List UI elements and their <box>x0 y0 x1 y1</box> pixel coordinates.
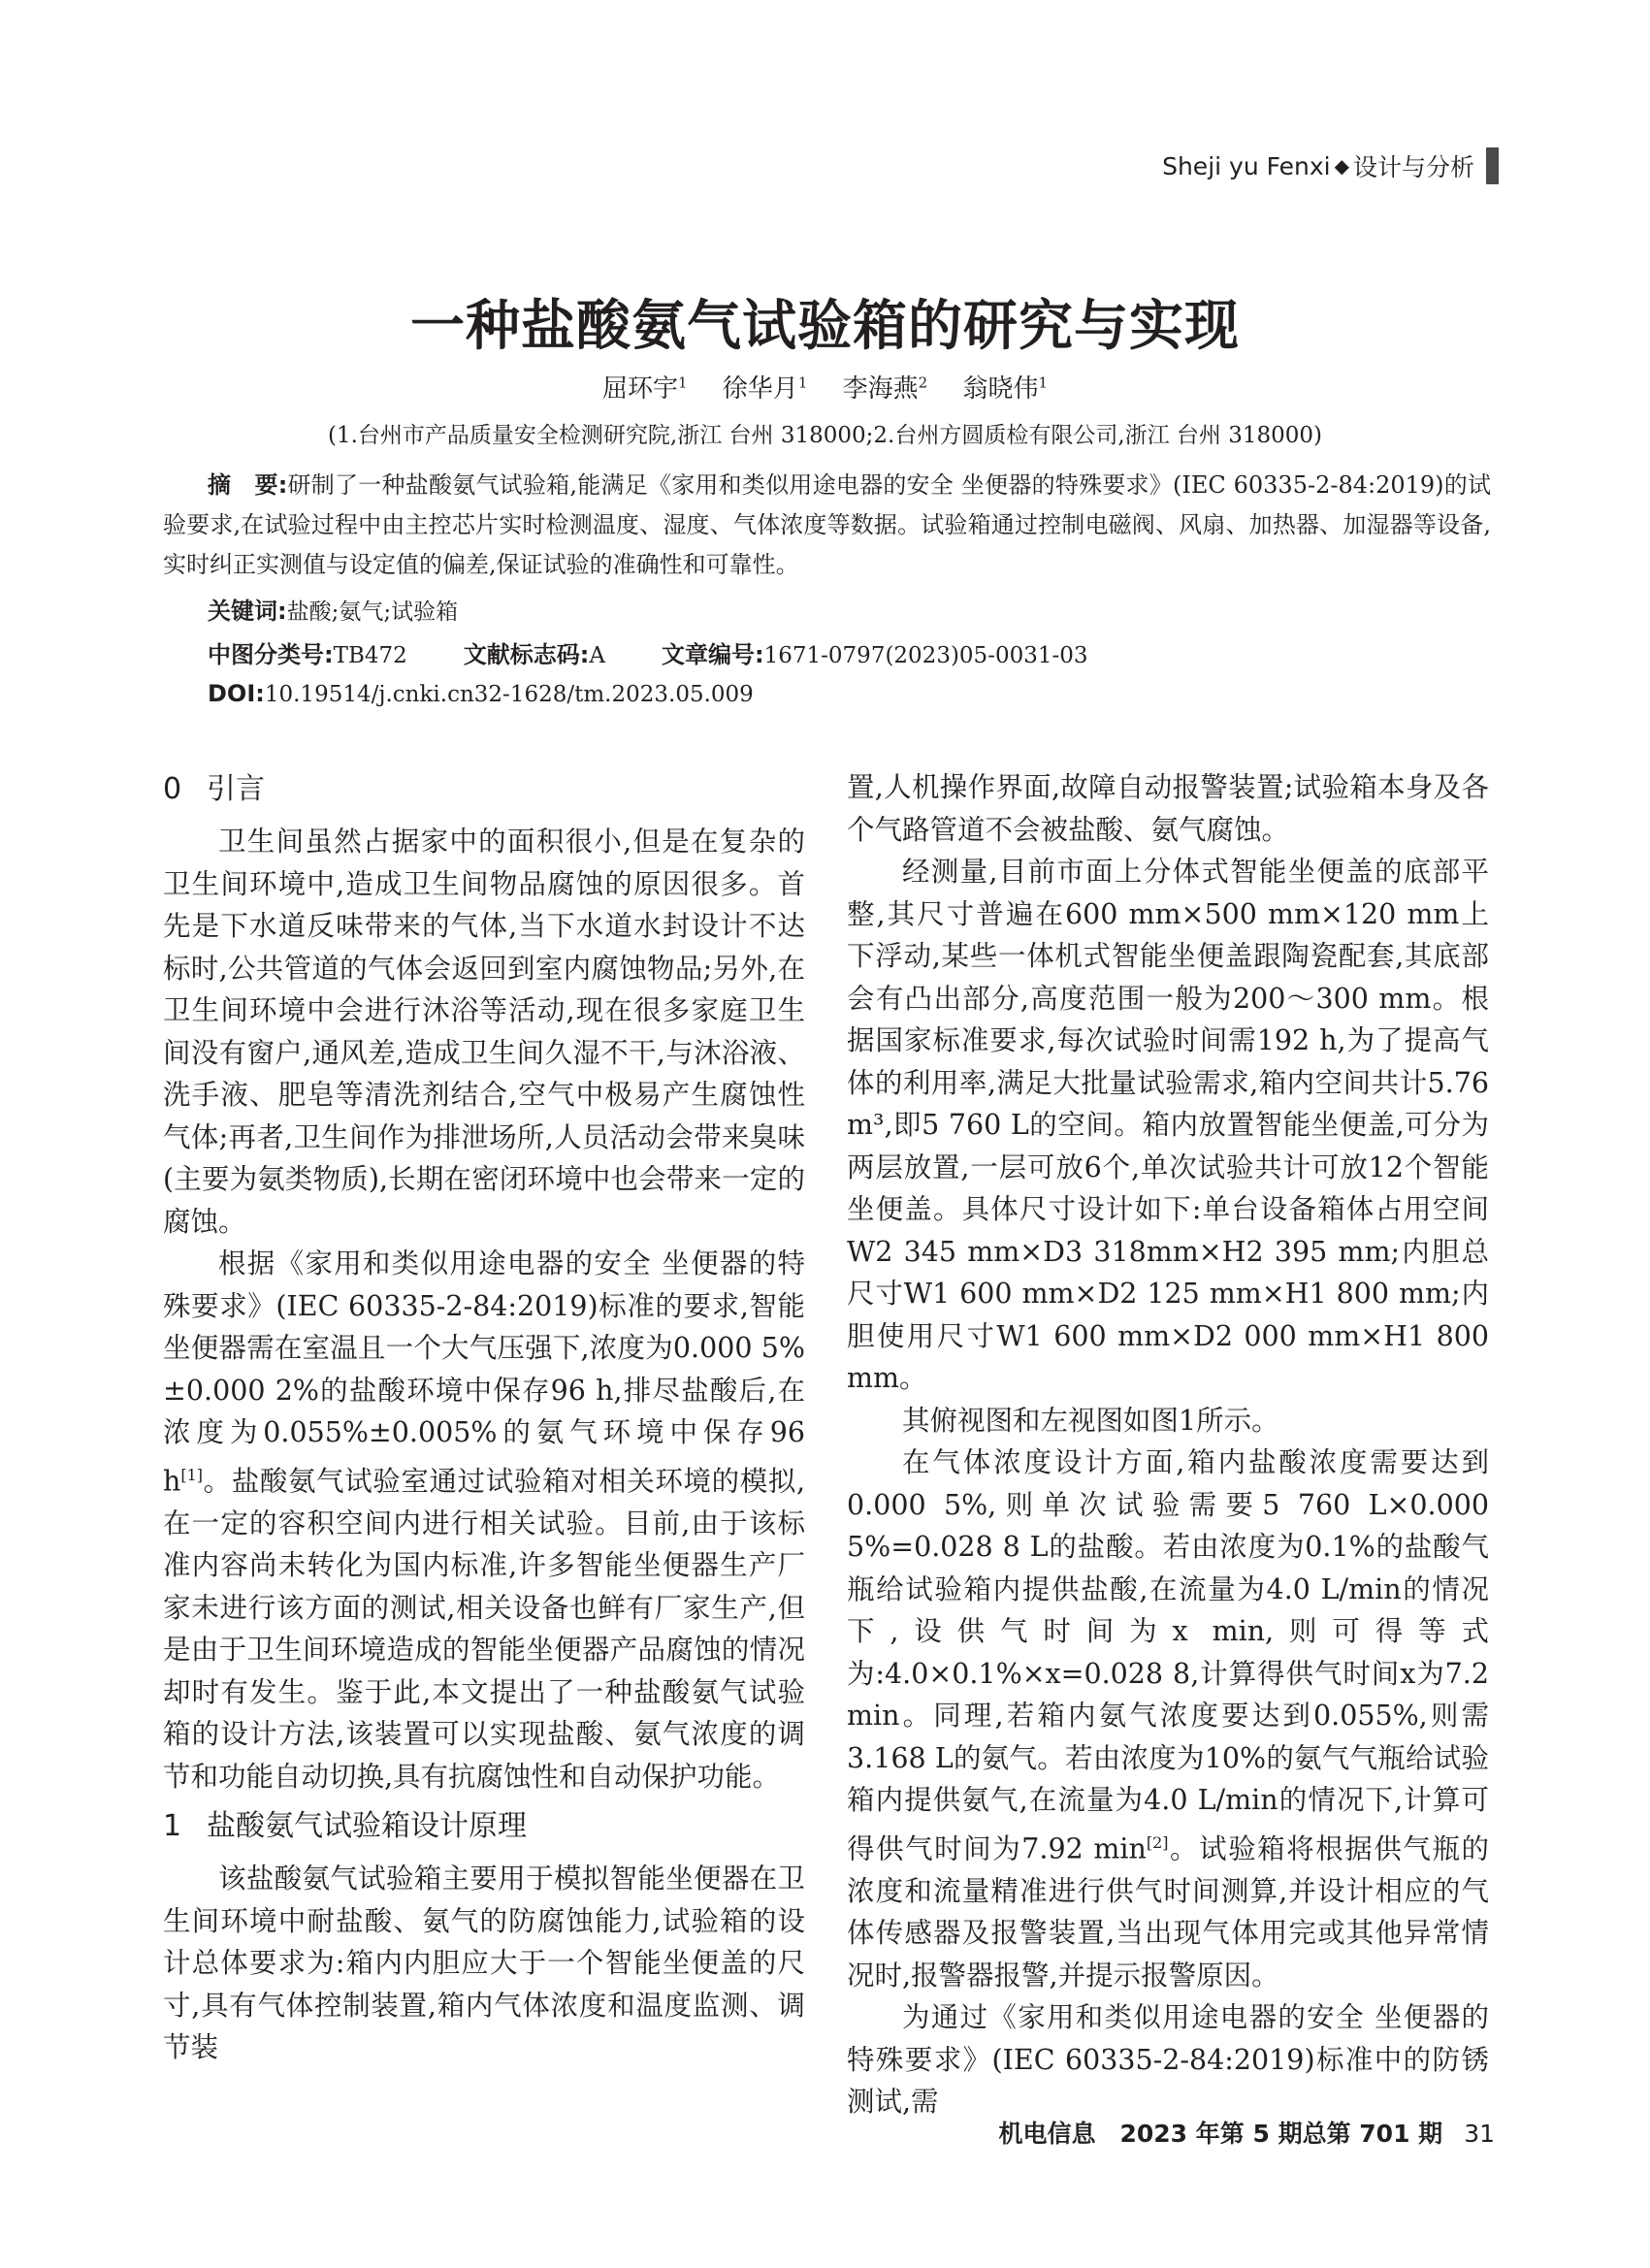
abstract-text: 研制了一种盐酸氨气试验箱,能满足《家用和类似用途电器的安全 坐便器的特殊要求》(IEC 60335-2-84:2019)的试验要求,在试验过程中由主控芯片实时检测温度、湿度、气体浓度等数据。试验箱通过控制电磁阀、风扇、加热器、加湿器等设备,实时纠正实测值与设定值的偏差,保证试验的准确性和可靠性。 <box>163 471 1491 578</box>
page-number: 31 <box>1464 2120 1495 2148</box>
doi <box>208 680 754 707</box>
author: 李海燕$^2$ <box>842 373 928 404</box>
doi-value: 10.19514/j.cnki.cn32-1628/tm.2023.05.009 <box>264 682 754 707</box>
keywords <box>208 592 458 626</box>
abstract-label: 摘 要: <box>208 471 288 499</box>
affiliation: (1.台州市产品质量安全检测研究院,浙江 台州 318000;2.台州方圆质检有限公司,浙江 台州 318000) <box>327 423 1323 448</box>
header-bar <box>1486 147 1499 184</box>
clc-value: TB472 <box>333 643 407 668</box>
running-header <box>1162 147 1499 184</box>
paragraph: 在气体浓度设计方面,箱内盐酸浓度需要达到0.000 5%,则单次试验需要5 760 L×0.000 5%=0.028 8 L的盐酸。若由浓度为0.1%的盐酸气瓶给试验箱内提供盐酸,在流量为4.0 L/min的情况下,设供气时间为x min,则可得等式为:4.0×0.1%×x=0.028 8,计算得供气时间x为7.2 min。同理,若箱内氨气浓度要达到0.055%,则需3.168 L的氨气。若由浓度为10%的氨气气瓶给试验箱内提供氨气,在流量为4.0 L/min的情况下,计算可得供气时间为7.92 min[2]。试验箱将根据供气瓶的浓度和流量精准进行供气时间测算,并设计相应的气体传感器及报警装置,当出现气体用完或其他异常情况时,报警器报警,并提示报警原因。 <box>847 1446 1489 1992</box>
section-heading: 0 引言 <box>163 772 265 806</box>
journal-issue: 机电信息 2023 年第 5 期总第 701 期 <box>998 2120 1443 2148</box>
citation: [2] <box>1146 1832 1169 1852</box>
doc-code-value: A <box>589 643 605 668</box>
author: 翁晓伟$^1$ <box>962 373 1049 404</box>
paragraph: 卫生间虽然占据家中的面积很小,但是在复杂的卫生间环境中,造成卫生间物品腐蚀的原因很多。首先是下水道反味带来的气体,当下水道水封设计不达标时,公共管道的气体会返回到室内腐蚀物品;另外,在卫生间环境中会进行沐浴等活动,现在很多家庭卫生间没有窗户,通风差,造成卫生间久湿不干,与沐浴液、洗手液、肥皂等清洗剂结合,空气中极易产生腐蚀性气体;再者,卫生间作为排泄场所,人员活动会带来臭味(主要为氨类物质),长期在密闭环境中也会带来一定的腐蚀。 <box>163 826 805 1238</box>
keywords-label: 关键词: <box>208 598 287 625</box>
classification-line <box>208 635 1088 669</box>
abstract <box>163 466 1491 585</box>
citation: [1] <box>180 1465 204 1484</box>
header-column-name: 设计与分析 <box>1352 153 1474 181</box>
paragraph: 经测量,目前市面上分体式智能坐便盖的底部平整,其尺寸普遍在600 mm×500 mm×120 mm上下浮动,某些一体机式智能坐便盖跟陶瓷配套,其底部会有凸出部分,高度范围一般为200～300 mm。根据国家标准要求,每次试验时间需192 h,为了提高气体的利用率,满足大批量试验需求,箱内空间共计5.76 m³,即5 760 L的空间。箱内放置智能坐便盖,可分为两层放置,一层可放6个,单次试验共计可放12个智能坐便盖。具体尺寸设计如下:单台设备箱体占用空间W2 345 mm×D3 318mm×H2 395 mm;内胆总尺寸W1 600 mm×D2 125 mm×H1 800 mm;内胆使用尺寸W1 600 mm×D2 000 mm×H1 800 mm。 <box>847 856 1489 1394</box>
header-pinyin: Sheji yu Fenxi <box>1162 151 1331 180</box>
author: 徐华月$^1$ <box>722 373 808 404</box>
keywords-text: 盐酸;氨气;试验箱 <box>286 599 459 625</box>
page-footer <box>999 2115 1496 2150</box>
author: 屈环宇$^1$ <box>601 373 688 404</box>
paragraph: 其俯视图和左视图如图1所示。 <box>902 1404 1279 1437</box>
right-column <box>847 766 1489 2123</box>
author-list <box>0 369 1650 405</box>
article-number-value: 1671-0797(2023)05-0031-03 <box>763 643 1088 668</box>
clc-label: 中图分类号: <box>208 641 334 668</box>
doi-label: DOI: <box>208 680 265 707</box>
doc-code-label: 文献标志码: <box>463 641 590 668</box>
section-heading: 1 盐酸氨气试验箱设计原理 <box>163 1809 527 1843</box>
diamond-icon: ◆ <box>1334 154 1349 178</box>
paragraph: 该盐酸氨气试验箱主要用于模拟智能坐便器在卫生间环境中耐盐酸、氨气的防腐蚀能力,试验箱的设计总体要求为:箱内内胆应大于一个智能坐便盖的尺寸,具有气体控制装置,箱内气体浓度和温度监测、调节装 <box>163 1863 805 2063</box>
paragraph: 置,人机操作界面,故障自动报警装置;试验箱本身及各个气路管道不会被盐酸、氨气腐蚀。 <box>847 771 1489 846</box>
paragraph: 为通过《家用和类似用途电器的安全 坐便器的特殊要求》(IEC 60335-2-84:2019)标准中的防锈测试,需 <box>847 2001 1489 2118</box>
paper-title: 一种盐酸氨气试验箱的研究与实现 <box>410 295 1240 358</box>
left-column <box>163 768 805 2069</box>
article-number-label: 文章编号: <box>662 641 764 668</box>
paragraph: 根据《家用和类似用途电器的安全 坐便器的特殊要求》(IEC 60335-2-84:2019)标准的要求,智能坐便器需在室温且一个大气压强下,浓度为0.000 5%±0.000 2%的盐酸环境中保存96 h,排尽盐酸后,在浓度为0.055%±0.005%的氨气环境中保存96 h[1]。盐酸氨气试验室通过试验箱对相关环境的模拟,在一定的容积空间内进行相关试验。目前,由于该标准内容尚未转化为国内标准,许多智能坐便器生产厂家未进行该方面的测试,相关设备也鲜有厂家生产,但是由于卫生间环境造成的智能坐便器产品腐蚀的情况却时有发生。鉴于此,本文提出了一种盐酸氨气试验箱的设计方法,该装置可以实现盐酸、氨气浓度的调节和功能自动切换,具有抗腐蚀性和自动保护功能。 <box>163 1247 805 1793</box>
